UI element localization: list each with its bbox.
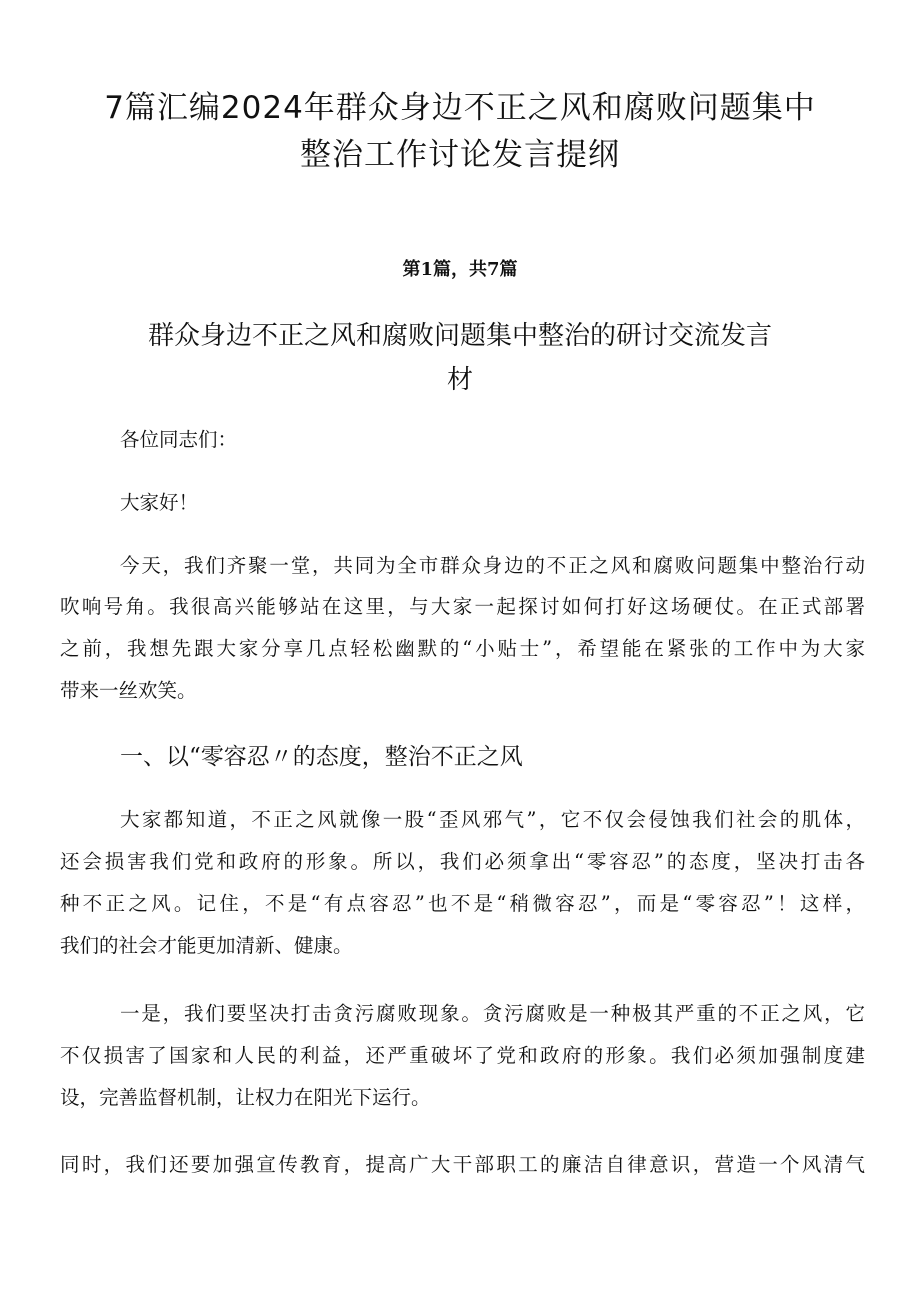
section-heading-line-2: 材 [446,365,473,395]
intro-paragraph-line: 之前，我想先跟大家分享几点轻松幽默的“小贴士”，希望能在紧张的工作中为大家 [60,637,865,660]
paragraph-2-line: 我们的社会才能更加清新、健康。 [60,934,353,957]
intro-paragraph-line: 带来一丝欢笑。 [60,679,197,702]
section-heading-line-1: 群众身边不正之风和腐败问题集中整治的研讨交流发言 [147,321,772,351]
subheading-1: 一、以“零容忍〃的态度，整治不正之风 [120,744,523,770]
document-title-line-1: 7篇汇编2024年群众身边不正之风和腐败问题集中 [104,90,816,126]
paragraph-2-line: 大家都知道，不正之风就像一股“歪风邪气”，它不仅会侵蚀我们社会的肌体， [120,808,865,831]
paragraph-2-line: 种不正之风。记住，不是“有点容忍”也不是“稍微容忍”，而是“零容忍”！这样， [60,892,865,915]
greeting: 大家好！ [120,491,199,514]
paragraph-3-line: 一是，我们要坚决打击贪污腐败现象。贪污腐败是一种极其严重的不正之风，它 [120,1002,865,1025]
intro-paragraph-line: 今天，我们齐聚一堂，共同为全市群众身边的不正之风和腐败问题集中整治行动 [120,554,865,577]
paragraph-3-line: 不仅损害了国家和人民的利益，还严重破坏了党和政府的形象。我们必须加强制度建 [60,1044,865,1067]
document-title-line-2: 整治工作讨论发言提纲 [300,137,620,173]
part-indicator: 第1篇，共7篇 [402,259,518,280]
intro-paragraph-line: 吹响号角。我很高兴能够站在这里，与大家一起探讨如何打好这场硬仗。在正式部署 [60,595,865,618]
paragraph-3-line: 设，完善监督机制，让权力在阳光下运行。 [60,1086,431,1109]
salutation: 各位同志们： [120,428,238,451]
paragraph-2-line: 还会损害我们党和政府的形象。所以，我们必须拿出“零容忍”的态度，坚决打击各 [60,850,865,873]
paragraph-4-line: 同时，我们还要加强宣传教育，提高广大干部职工的廉洁自律意识，营造一个风清气 [60,1153,865,1176]
